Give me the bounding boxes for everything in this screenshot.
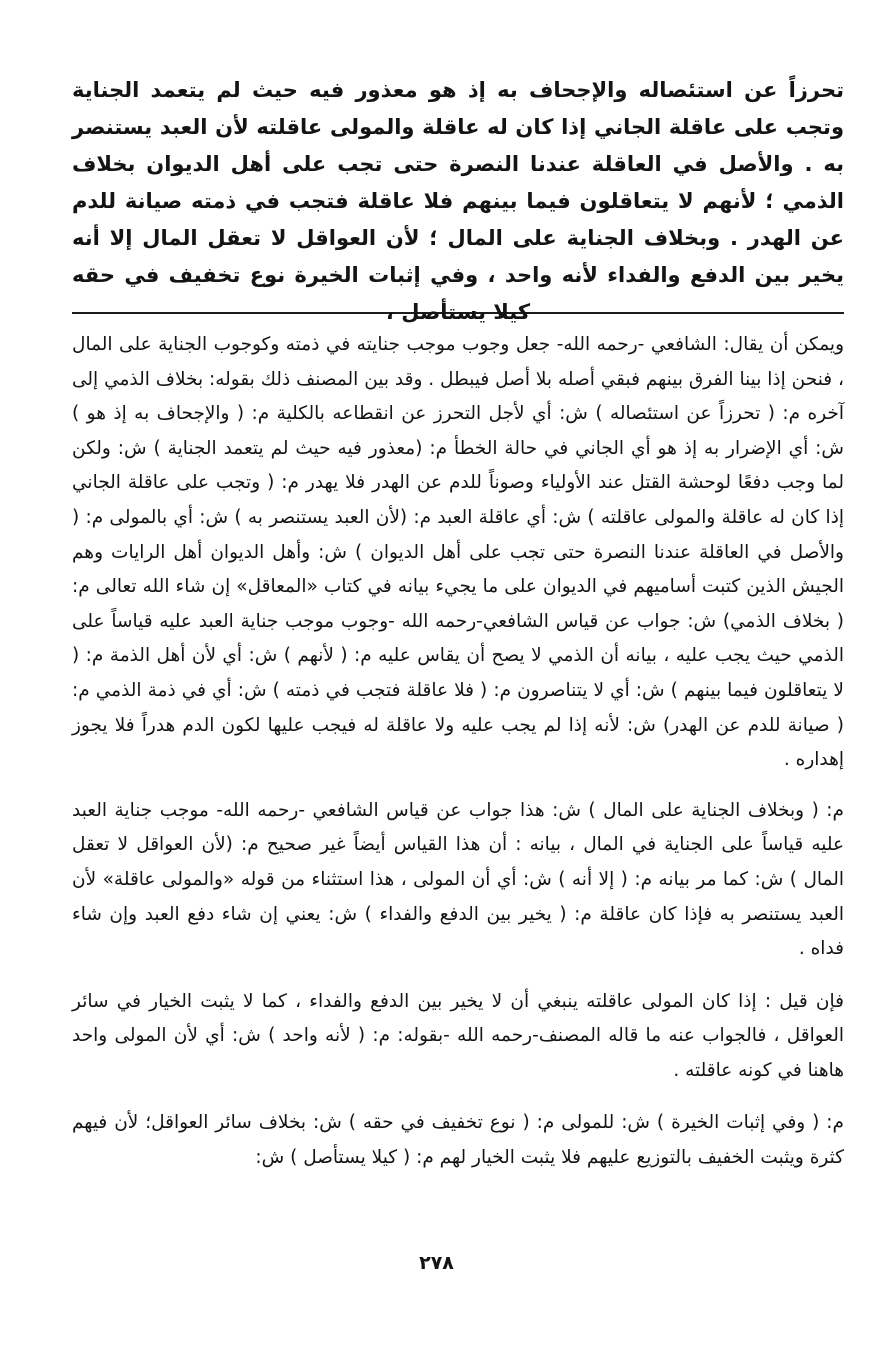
commentary-paragraph: فإن قيل : إذا كان المولى عاقلته ينبغي أن لا يخير بين الدفع والفداء ، كما لا يثبت الخيار في سائر العواقل ، فالجواب عنه ما قاله المصنف-رحمه الله -بقوله: م: ( لأنه واحد ) ش: أي لأن المولى واحد هاهنا في كونه عاقلته . <box>72 990 844 1081</box>
commentary-paragraph: م: ( وبخلاف الجناية على المال ) ش: هذا جواب عن قياس الشافعي -رحمه الله- موجب جناية العبد عليه قياساً على الجناية في المال ، بيانه : أن هذا القياس أيضاً غير صحيح م: (لأن العواقل لا تعقل المال ) ش: كما مر بيانه م: ( إلا أنه ) ش: أي أن المولى ، هذا استثناء من قوله «والمولى عاقلة» لأن العبد يستنصر به فإذا كان عاقلة م: ( يخير بين الدفع والفداء ) ش: يعني إن شاء دفع العبد وإن شاء فداه . <box>72 799 844 960</box>
matn-text-block: تحرزاً عن استئصاله والإجحاف به إذ هو معذور فيه حيث لم يتعمد الجناية وتجب على عاقلة الجاني إذا كان له عاقلة والمولى عاقلته لأن العبد يستنصر به . والأصل في العاقلة عندنا النصرة حتى تجب على أهل الديوان بخلاف الذمي ؛ لأنهم لا يتعاقلون فيما بينهم فلا عاقلة فتجب في ذمته صيانة للدم عن الهدر . وبخلاف الجناية على المال ؛ لأن العواقل لا تعقل المال إلا أنه يخير بين الدفع والفداء لأنه واحد ، وفي إثبات الخيرة نوع تخفيف في حقه كيلا يستأصل ، <box>72 78 844 324</box>
page-number: ٢٧٨ <box>419 1252 454 1274</box>
commentary-section <box>72 328 844 1176</box>
commentary-paragraph: ويمكن أن يقال: الشافعي -رحمه الله- جعل وجوب موجب جنايته في ذمته وكوجوب الجناية على المال ، فنحن إذا بينا الفرق بينهم فبقي أصله بلا أصل فيبطل . وقد بين المصنف ذلك بقوله: بخلاف الذمي إلى آخره م: ( تحرزاً عن استئصاله ) ش: أي لأجل التحرز عن انقطاعه بالكلية م: ( والإجحاف به إذ هو ) ش: أي الإضرار به إذ هو أي الجاني في حالة الخطأ م: (معذور فيه حيث لم يتعمد الجناية ) ش: ولكن لما وجب دفعًا لوحشة القتل عند الأولياء وصوناً للدم عن الهدر فلا يهدر م: ( وتجب على عاقلة الجاني إذا كان له عاقلة والمولى عاقلته ) ش: أي عاقلة العبد م: (لأن العبد يستنصر به ) ش: أي بالمولى م: ( والأصل في العاقلة عندنا النصرة حتى تجب على أهل الديوان ) ش: وأهل الديوان أهل الرايات وهم الجيش الذين كتبت أساميهم في الديوان على ما يجيء بيانه في كتاب «المعاقل» إن شاء الله تعالى م: ( بخلاف الذمي) ش: جواب عن قياس الشافعي-رحمه الله -وجوب موجب جناية العبد عليه قياساً على الذمي حيث يجب عليه ، بيانه أن الذمي لا يصح أن يقاس عليه م: ( لأنهم ) ش: أي لأن أهل الذمة م: ( لا يتعاقلون فيما بينهم ) ش: أي لا يتناصرون م: ( فلا عاقلة فتجب في ذمته ) ش: أي في ذمة الذمي م: ( صيانة للدم عن الهدر) ش: لأنه إذا لم يجب عليه ولا عاقلة له فيجب عليها لكون الدم هدراً فلا يجوز إهداره . <box>72 334 844 771</box>
book-page <box>72 72 844 1362</box>
commentary-paragraph: م: ( وفي إثبات الخيرة ) ش: للمولى م: ( نوع تخفيف في حقه ) ش: بخلاف سائر العواقل؛ لأن فيهم كثرة ويثبت الخفيف بالتوزيع عليهم فلا يثبت الخيار لهم م: ( كيلا يستأصل ) ش: <box>72 1112 844 1169</box>
